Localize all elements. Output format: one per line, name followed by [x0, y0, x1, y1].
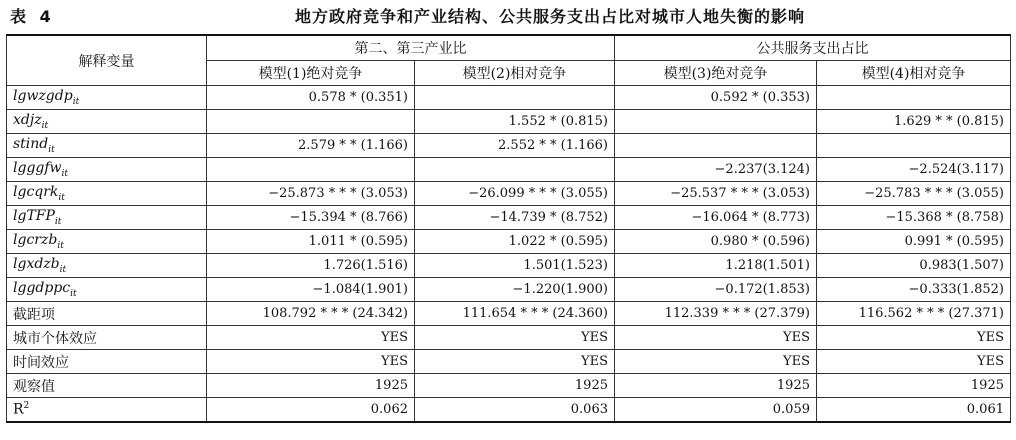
row-label-subscript: it	[54, 216, 62, 227]
row-label	[7, 230, 207, 254]
table-cell: 1925	[415, 374, 615, 398]
row-label	[7, 326, 207, 350]
table-cell: YES	[615, 350, 817, 374]
table-cell: YES	[207, 350, 415, 374]
table-cell: −2.237(3.124)	[615, 158, 817, 182]
table-number: 表 4	[10, 7, 55, 26]
table-cell: 116.562 * * * (27.371)	[817, 302, 1011, 326]
table-cell: −15.368 * (8.758)	[817, 206, 1011, 230]
table-cell: 1.022 * (0.595)	[415, 230, 615, 254]
table-cell: YES	[817, 350, 1011, 374]
table-cell: YES	[817, 326, 1011, 350]
row-label-text: 截距项	[13, 306, 55, 323]
table-cell: 1.218(1.501)	[615, 254, 817, 278]
table-row	[7, 86, 1011, 110]
row-label-text: 观察值	[13, 378, 55, 395]
header-model-1: 模型(1)绝对竞争	[207, 61, 415, 86]
table-row	[7, 302, 1011, 326]
row-label-text: 时间效应	[13, 354, 69, 371]
row-label-superscript: 2	[23, 401, 30, 412]
table-cell: 112.339 * * * (27.379)	[615, 302, 817, 326]
row-label-subscript: it	[59, 264, 67, 275]
table-cell: 1925	[817, 374, 1011, 398]
table-cell: −14.739 * (8.752)	[415, 206, 615, 230]
header-model-3: 模型(3)绝对竞争	[615, 61, 817, 86]
table-cell: YES	[615, 326, 817, 350]
table-cell: YES	[415, 350, 615, 374]
row-label-text: R	[13, 401, 24, 418]
row-label	[7, 374, 207, 398]
table-row	[7, 278, 1011, 302]
table-row	[7, 206, 1011, 230]
row-label	[7, 350, 207, 374]
table-cell: −25.537 * * * (3.053)	[615, 182, 817, 206]
row-label-subscript: it	[48, 144, 55, 155]
table-cell: 1.552 * (0.815)	[415, 110, 615, 134]
row-label-subscript: it	[70, 288, 77, 299]
table-cell: 0.063	[415, 398, 615, 423]
table-row	[7, 398, 1011, 423]
table-cell: YES	[207, 326, 415, 350]
table-cell: 0.980 * (0.596)	[615, 230, 817, 254]
table-row	[7, 254, 1011, 278]
row-label-text: lgxdzb	[13, 256, 60, 273]
table-cell: −2.524(3.117)	[817, 158, 1011, 182]
row-label	[7, 254, 207, 278]
table-cell: −25.783 * * * (3.055)	[817, 182, 1011, 206]
table-cell: 2.579 * * (1.166)	[207, 134, 415, 158]
row-label	[7, 206, 207, 230]
row-label-text: stind	[13, 136, 49, 153]
table-cell: 1.501(1.523)	[415, 254, 615, 278]
table-cell: 111.654 * * * (24.360)	[415, 302, 615, 326]
table-cell	[415, 158, 615, 182]
table-cell: 0.059	[615, 398, 817, 423]
row-label-text: xdjz	[13, 112, 42, 129]
table-cell: 1.011 * (0.595)	[207, 230, 415, 254]
table-cell: 1.629 * * (0.815)	[817, 110, 1011, 134]
table-row	[7, 182, 1011, 206]
row-label-text: lgwzgdp	[13, 88, 73, 105]
row-label-text: lggdppc	[13, 280, 71, 297]
header-model-4: 模型(4)相对竞争	[817, 61, 1011, 86]
header-group-industry: 第二、第三产业比	[207, 35, 615, 61]
table-cell: 0.061	[817, 398, 1011, 423]
table-cell: 0.991 * (0.595)	[817, 230, 1011, 254]
table-cell	[207, 158, 415, 182]
row-label	[7, 134, 207, 158]
table-row	[7, 134, 1011, 158]
header-row-label: 解释变量	[7, 35, 207, 86]
table-cell: 0.578 * (0.351)	[207, 86, 415, 110]
table-cell: 1925	[207, 374, 415, 398]
table-caption	[0, 0, 1016, 30]
table-cell: −0.333(1.852)	[817, 278, 1011, 302]
row-label-text: lgcqrk	[13, 184, 59, 201]
row-label-text: lgcrzb	[13, 232, 58, 249]
table-title: 地方政府竞争和产业结构、公共服务支出占比对城市人地失衡的影响	[294, 7, 805, 26]
row-label	[7, 398, 207, 423]
row-label-text: lgggfw	[13, 160, 62, 177]
table-row	[7, 230, 1011, 254]
row-label	[7, 86, 207, 110]
row-label-subscript: it	[61, 168, 69, 179]
regression-table	[6, 34, 1011, 423]
row-label-subscript: it	[58, 192, 65, 203]
table-cell	[415, 86, 615, 110]
table-cell: 0.062	[207, 398, 415, 423]
table-cell: −0.172(1.853)	[615, 278, 817, 302]
table-cell	[615, 110, 817, 134]
table-cell: YES	[415, 326, 615, 350]
row-label-subscript: it	[72, 96, 80, 107]
table-cell: −25.873 * * * (3.053)	[207, 182, 415, 206]
table-row	[7, 374, 1011, 398]
table-cell: −16.064 * (8.773)	[615, 206, 817, 230]
table-cell: 1925	[615, 374, 817, 398]
table-cell	[207, 110, 415, 134]
row-label	[7, 158, 207, 182]
table-cell: 1.726(1.516)	[207, 254, 415, 278]
table-row	[7, 110, 1011, 134]
row-label	[7, 302, 207, 326]
table-cell: 0.983(1.507)	[817, 254, 1011, 278]
table-row	[7, 158, 1011, 182]
table-cell: −1.084(1.901)	[207, 278, 415, 302]
header-group-public-service: 公共服务支出占比	[615, 35, 1011, 61]
row-label	[7, 278, 207, 302]
table-cell	[817, 134, 1011, 158]
table-cell: 108.792 * * * (24.342)	[207, 302, 415, 326]
table-cell: −1.220(1.900)	[415, 278, 615, 302]
table-cell: −15.394 * (8.766)	[207, 206, 415, 230]
header-model-2: 模型(2)相对竞争	[415, 61, 615, 86]
table-cell: 0.592 * (0.353)	[615, 86, 817, 110]
table-cell: 2.552 * * (1.166)	[415, 134, 615, 158]
row-label	[7, 110, 207, 134]
row-label-text: 城市个体效应	[13, 330, 97, 347]
table-cell: −26.099 * * * (3.055)	[415, 182, 615, 206]
row-label	[7, 182, 207, 206]
table-cell	[817, 86, 1011, 110]
table-row	[7, 350, 1011, 374]
row-label-subscript: it	[41, 120, 49, 131]
table-row	[7, 326, 1011, 350]
row-label-subscript: it	[57, 240, 64, 251]
row-label-text: lgTFP	[13, 208, 55, 225]
table-cell	[615, 134, 817, 158]
header-row-groups	[7, 35, 1011, 61]
